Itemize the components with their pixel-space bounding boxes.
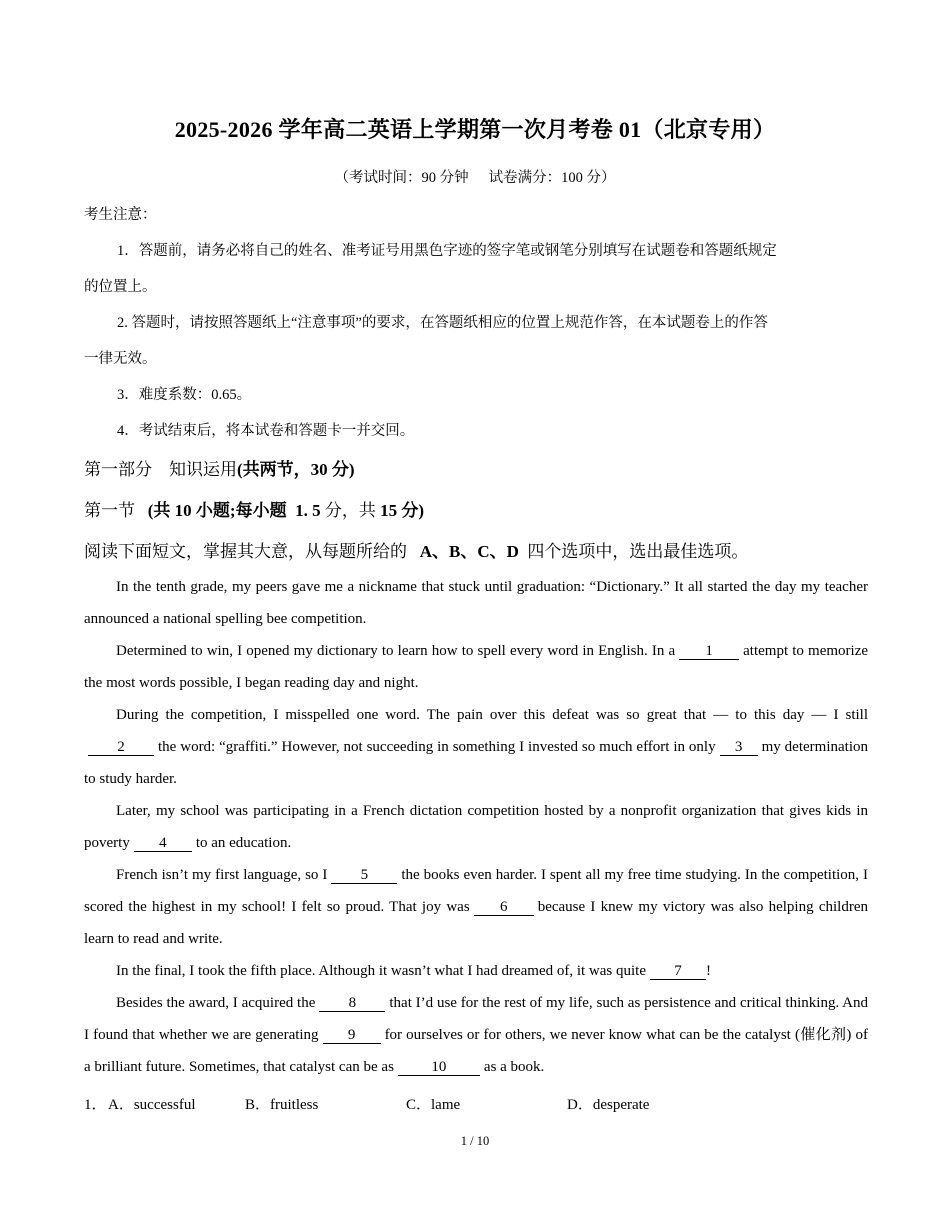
blank-5: 5 xyxy=(331,868,397,884)
notice-2-line-1: 2. 答题时，请按照答题纸上“注意事项”的要求，在答题纸相应的位置上规范作答，在本试题卷上的作答 xyxy=(117,315,768,331)
blank-4: 4 xyxy=(134,836,192,852)
blank-7: 7 xyxy=(650,964,706,980)
blank-9: 9 xyxy=(323,1028,381,1044)
exam-score: 试卷满分：100 分） xyxy=(488,170,616,186)
blank-8: 8 xyxy=(319,996,385,1012)
passage-paragraph-2: Determined to win, I opened my dictionary to learn how to spell every word in English. In a 1 attempt to memorize the most words possible, I began reading day and night. xyxy=(84,643,869,691)
part-1-heading: 第一部分 知识运用(共两节，30 分) xyxy=(84,460,355,479)
passage-paragraph-3: During the competition, I misspelled one word. The pain over this defeat was so great that — to this day — I still2 the word: “graffiti.” However, not succeeding in something I invested so much effort in only 3 my determination to study harder. xyxy=(84,707,868,787)
blank-10: 10 xyxy=(398,1060,480,1076)
passage-paragraph-7: Besides the award, I acquired the 8 that I’d use for the rest of my life, such as persistence and critical thinking. And I found that whether we are generating 9 for ourselves or for others, we never know what can be the catalyst (催化剂) of a brilliant future. Sometimes, that catalyst can be as 10 as a book. xyxy=(84,995,868,1075)
reading-instruction: 阅读下面短文，掌握其大意，从每题所给的 A、B、C、D 四个选项中，选出最佳选项。 xyxy=(84,542,749,561)
blank-3: 3 xyxy=(720,740,758,756)
question-1-option-a[interactable]: A．successful xyxy=(108,1097,196,1113)
exam-time: （考试时间：90 分钟 xyxy=(334,170,469,186)
section-1-heading: 第一节 (共 10 小题;每小题 1. 5 分，共 15 分) xyxy=(84,501,425,520)
page-title: 2025-2026 学年高二英语上学期第一次月考卷 01（北京专用） xyxy=(174,117,776,142)
question-1-option-b[interactable]: B．fruitless xyxy=(245,1097,319,1113)
notice-2-line-2: 一律无效。 xyxy=(84,351,157,367)
passage-paragraph-5: French isn’t my first language, so I 5 the books even harder. I spent all my free time studying. In the competition, I scored the highest in my school! I felt so proud. That joy was 6 because I knew my victory was also helping children learn to read and write. xyxy=(84,867,868,947)
notice-1-line-2: 的位置上。 xyxy=(84,279,157,295)
question-1-number: 1． xyxy=(84,1097,107,1113)
blank-1: 1 xyxy=(679,644,739,660)
page-number: 1 / 10 xyxy=(460,1134,490,1148)
exam-info xyxy=(0,166,950,187)
question-1-option-c[interactable]: C．lame xyxy=(406,1097,461,1113)
notice-4: 4．考试结束后，将本试卷和答题卡一并交回。 xyxy=(117,423,415,439)
passage-paragraph-6: In the final, I took the fifth place. Although it wasn’t what I had dreamed of, it was quite 7 ! xyxy=(116,963,712,979)
notice-heading: 考生注意： xyxy=(84,207,157,223)
notice-3: 3．难度系数：0.65。 xyxy=(117,387,252,403)
notice-1-line-1: 1．答题前，请务必将自己的姓名、准考证号用黑色字迹的签字笔或钢笔分别填写在试题卷和答题纸规定 xyxy=(117,243,777,259)
blank-2: 2 xyxy=(88,740,154,756)
question-1-option-d[interactable]: D．desperate xyxy=(567,1097,650,1113)
passage-paragraph-4: Later, my school was participating in a French dictation competition hosted by a nonprofit organization that gives kids in poverty 4 to an education. xyxy=(84,803,868,851)
blank-6: 6 xyxy=(474,900,534,916)
passage-paragraph-1: In the tenth grade, my peers gave me a nickname that stuck until graduation: “Dictionary.” It all started the day my teacher announced a national spelling bee competition. xyxy=(84,579,868,627)
